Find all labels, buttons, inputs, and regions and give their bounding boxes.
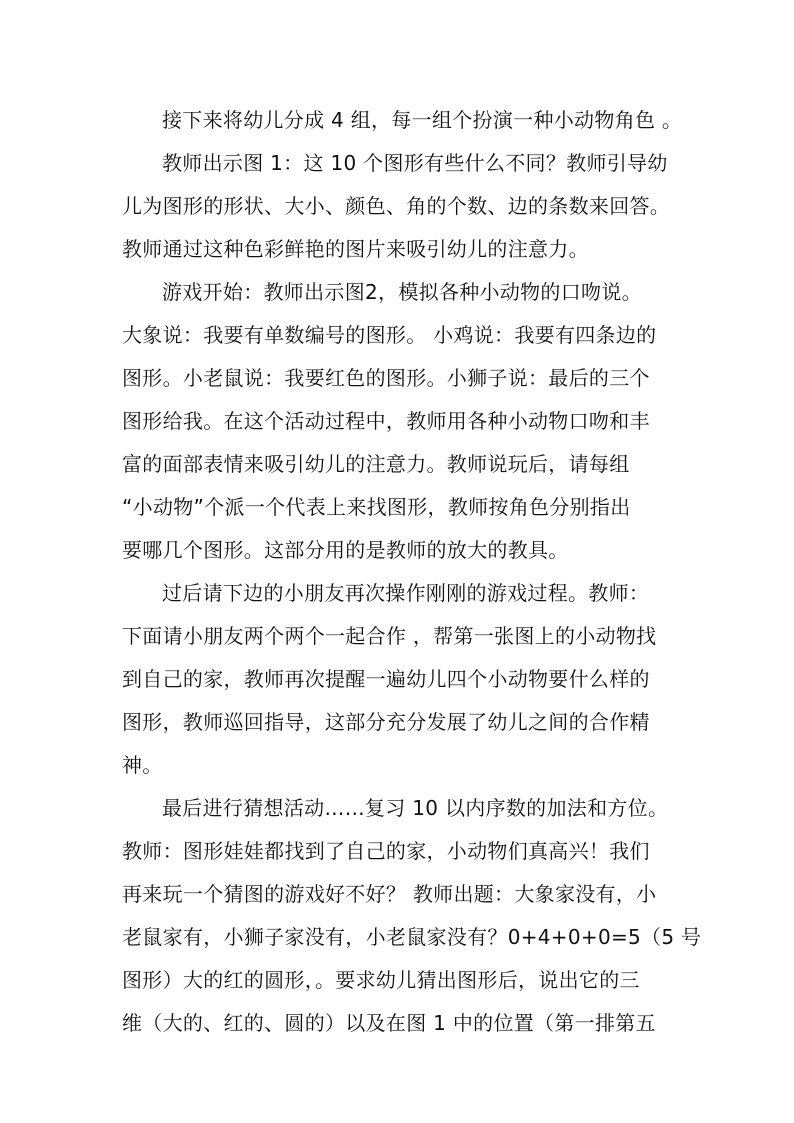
text-line: 富的面部表情来吸引幼儿的注意力。教师说玩后，请每组: [122, 452, 630, 476]
text-line: 图形给我。在这个活动过程中，教师用各种小动物口吻和丰: [122, 409, 650, 433]
text-line: 再来玩一个猜图的游戏好不好？ 教师出题：大象家没有，小: [122, 882, 657, 906]
text-line: 接下来将幼儿分成 4 组，每一组个扮演一种小动物角色 。: [162, 108, 683, 132]
text-line: 图形。小老鼠说：我要红色的图形。小狮子说：最后的三个: [122, 366, 650, 390]
text-line: 神。: [122, 753, 163, 777]
text-line: “小动物”个派一个代表上来找图形，教师按角色分别指出: [122, 495, 631, 519]
text-line: 过后请下边的小朋友再次操作刚刚的游戏过程。教师：: [162, 581, 650, 605]
text-line: 教师出示图 1：这 10 个图形有些什么不同？教师引导幼: [162, 151, 668, 175]
text-line: 最后进行猜想活动……复习 10 以内序数的加法和方位。: [162, 796, 669, 820]
text-line: 图形）大的红的圆形，。要求幼儿猜出图形后，说出它的三: [122, 968, 640, 992]
text-line: 教师：图形娃娃都找到了自己的家，小动物们真高兴！我们: [122, 839, 650, 863]
text-line: 教师通过这种色彩鲜艳的图片来吸引幼儿的注意力。: [122, 237, 589, 261]
text-line: 下面请小朋友两个两个一起合作 ，帮第一张图上的小动物找: [122, 624, 657, 648]
text-line: 儿为图形的形状、大小、颜色、角的个数、边的条数来回答。: [122, 194, 671, 218]
text-line: 到自己的家，教师再次提醒一遍幼儿四个小动物要什么样的: [122, 667, 650, 691]
text-line: 维（大的、红的、圆的）以及在图 1 中的位置（第一排第五: [122, 1011, 656, 1035]
text-line: 图形，教师巡回指导，这部分充分发展了幼儿之间的合作精: [122, 710, 650, 734]
text-line: 要哪几个图形。这部分用的是教师的放大的教具。: [122, 538, 569, 562]
text-line: 游戏开始：教师出示图2，模拟各种小动物的口吻说。: [162, 280, 642, 304]
text-line: 大象说：我要有单数编号的图形。 小鸡说：我要有四条边的: [122, 323, 657, 347]
text-line: 老鼠家有，小狮子家没有，小老鼠家没有？0+4+0+0=5（5 号: [122, 925, 702, 949]
